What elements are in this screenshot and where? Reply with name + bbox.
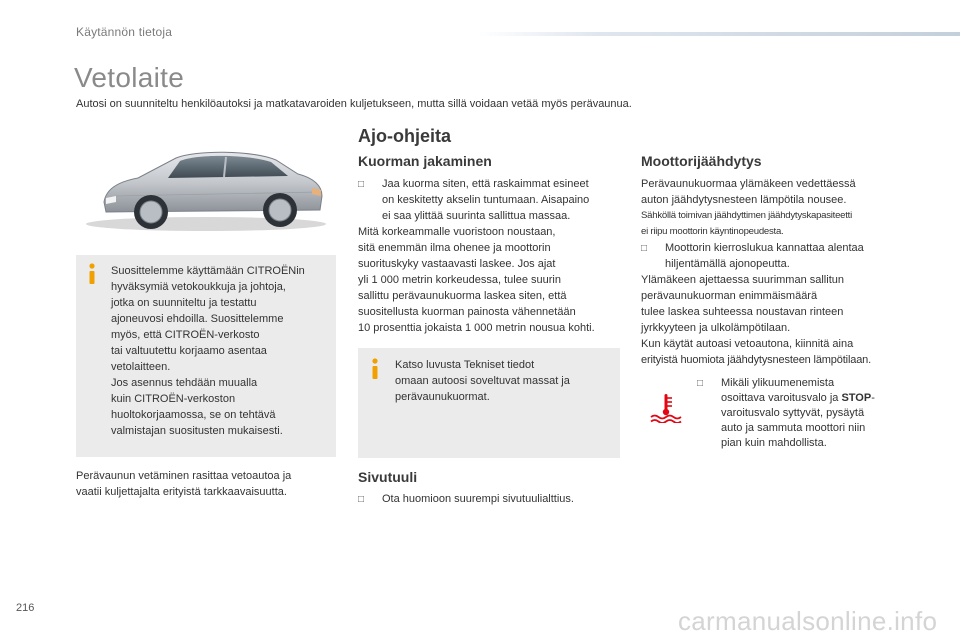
bullet-line: ei saa ylittää suurinta sallittua massaa. — [382, 210, 571, 222]
towing-strain-text: Perävaunun vetäminen rasittaa vetoautoa ja — [76, 470, 292, 482]
info-line: Katso luvusta Tekniset tiedot — [395, 359, 535, 371]
cooling-line: Perävaunukuormaa ylämäkeen vedettäessä — [641, 178, 856, 190]
info-line: kuin CITROËN-verkoston — [111, 393, 236, 405]
page-number: 216 — [16, 602, 35, 614]
watermark: carmanualsonline.info — [678, 606, 938, 636]
info-line: jotka on suunniteltu ja testattu — [111, 297, 257, 309]
side-wind-bullet — [358, 492, 620, 510]
info-line: huoltokorjaamossa, se on tehtävä — [111, 409, 276, 421]
intro-text: Autosi on suunniteltu henkilöautoksi ja matkatavaroiden kuljetukseen, mutta sillä voidaan vetää myös perävaunua. — [76, 98, 632, 110]
info-line: myös, että CITROËN-verkosto — [111, 329, 260, 341]
bullet-line: hiljentämällä ajonopeutta. — [665, 258, 790, 270]
bullet-line: Ota huomioon suurempi sivutuulialttius. — [382, 493, 574, 505]
stop-label: STOP — [841, 392, 872, 404]
warning-line: pian kuin mahdollista. — [721, 437, 827, 449]
warning-line: Mikäli ylikuumenemista — [721, 377, 835, 389]
engine-cooling-heading: Moottorijäähdytys — [641, 153, 762, 169]
warning-line: auto ja sammuta moottori niin — [721, 422, 866, 434]
warning-text: osoittava varoitusvalo ja — [721, 392, 842, 404]
rpm-bullet — [641, 241, 911, 275]
info-line: omaan autoosi soveltuvat massat ja — [395, 375, 570, 387]
uphill-line: Ylämäkeen ajettaessa suurimman sallitun — [641, 274, 844, 286]
uphill-line: tulee laskea suhteessa noustavan rinteen — [641, 306, 844, 318]
coolant-temperature-warning-icon — [649, 393, 683, 423]
header-bar — [478, 32, 960, 36]
info-line: vetolaitteen. — [111, 361, 171, 373]
towing-strain-text: vaatii kuljettajalta erityistä tarkkaavaisuutta. — [76, 486, 287, 498]
checkbox-bullet-icon: □ — [358, 494, 365, 505]
altitude-line: suorituskyky vastaavasti laskee. Jos ajat — [358, 258, 556, 270]
info-line: Jos asennus tehdään muualla — [111, 377, 258, 389]
bullet-line: Jaa kuorma siten, että raskaimmat esineet — [382, 178, 589, 190]
info-line: hyväksymiä vetokoukkuja ja johtoja, — [111, 281, 286, 293]
checkbox-bullet-icon: □ — [358, 179, 365, 190]
altitude-line: 10 prosenttia jokaista 1 000 metrin nousua kohti. — [358, 322, 595, 334]
cooling-small-line: ei riipu moottorin käyntinopeudesta. — [641, 226, 784, 237]
towbar-info-box — [76, 255, 336, 457]
load-distribution-heading: Kuorman jakaminen — [358, 153, 492, 169]
info-line: Suosittelemme käyttämään CITROËNin — [111, 265, 305, 277]
uphill-line: perävaunukuorman enimmäismäärä — [641, 290, 818, 302]
warning-line: varoitusvalo syttyvät, pysäytä — [721, 407, 865, 419]
bullet-line: on keskitetty akselin tuntumaan. Aisapaino — [382, 194, 590, 206]
altitude-line: sitä enemmän ilma ohenee ja moottorin — [358, 242, 551, 254]
warning-text: - — [871, 392, 875, 404]
technical-data-info-box — [358, 348, 620, 458]
altitude-line: yli 1 000 metrin korkeudessa, tulee suurin — [358, 274, 561, 286]
checkbox-bullet-icon: □ — [697, 378, 704, 389]
uphill-line: Kun käytät autoasi vetoautona, kiinnitä aina — [641, 338, 854, 350]
info-line: tai valtuutettu korjaamo asentaa — [111, 345, 267, 357]
section-label: Käytännön tietoja — [76, 25, 173, 39]
warning-line — [721, 391, 875, 407]
info-line: ajoneuvosi ehdoilla. Suosittelemme — [111, 313, 284, 325]
checkbox-bullet-icon: □ — [641, 243, 648, 254]
cooling-small-line: Sähköllä toimivan jäähdyttimen jäähdytyskapasiteetti — [641, 210, 852, 221]
info-line: perävaunukuormat. — [395, 391, 490, 403]
car-illustration — [76, 130, 336, 240]
load-bullet — [358, 177, 618, 227]
cooling-line: auton jäähdytysnesteen lämpötila nousee. — [641, 194, 847, 206]
driving-advice-heading: Ajo-ohjeita — [358, 126, 451, 146]
uphill-line: jyrkkyyteen ja ulkolämpötilaan. — [641, 322, 791, 334]
altitude-line: Mitä korkeammalle vuoristoon noustaan, — [358, 226, 556, 238]
info-icon — [86, 263, 98, 285]
altitude-line: suositellusta kuorman painosta vähennetään — [358, 306, 576, 318]
info-line: valmistajan suositusten mukaisesti. — [111, 425, 283, 437]
info-icon — [369, 358, 381, 380]
bullet-line: Moottorin kierroslukua kannattaa alentaa — [665, 242, 864, 254]
side-wind-heading: Sivutuuli — [358, 469, 418, 485]
altitude-line: sallittu perävaunukuorma laskea siten, että — [358, 290, 567, 302]
overheat-warning-bullet — [697, 376, 917, 456]
car-image — [76, 130, 336, 240]
uphill-line: erityistä huomiota jäähdytysnesteen lämpötilaan. — [641, 354, 872, 366]
page-title: Vetolaite — [74, 62, 185, 93]
